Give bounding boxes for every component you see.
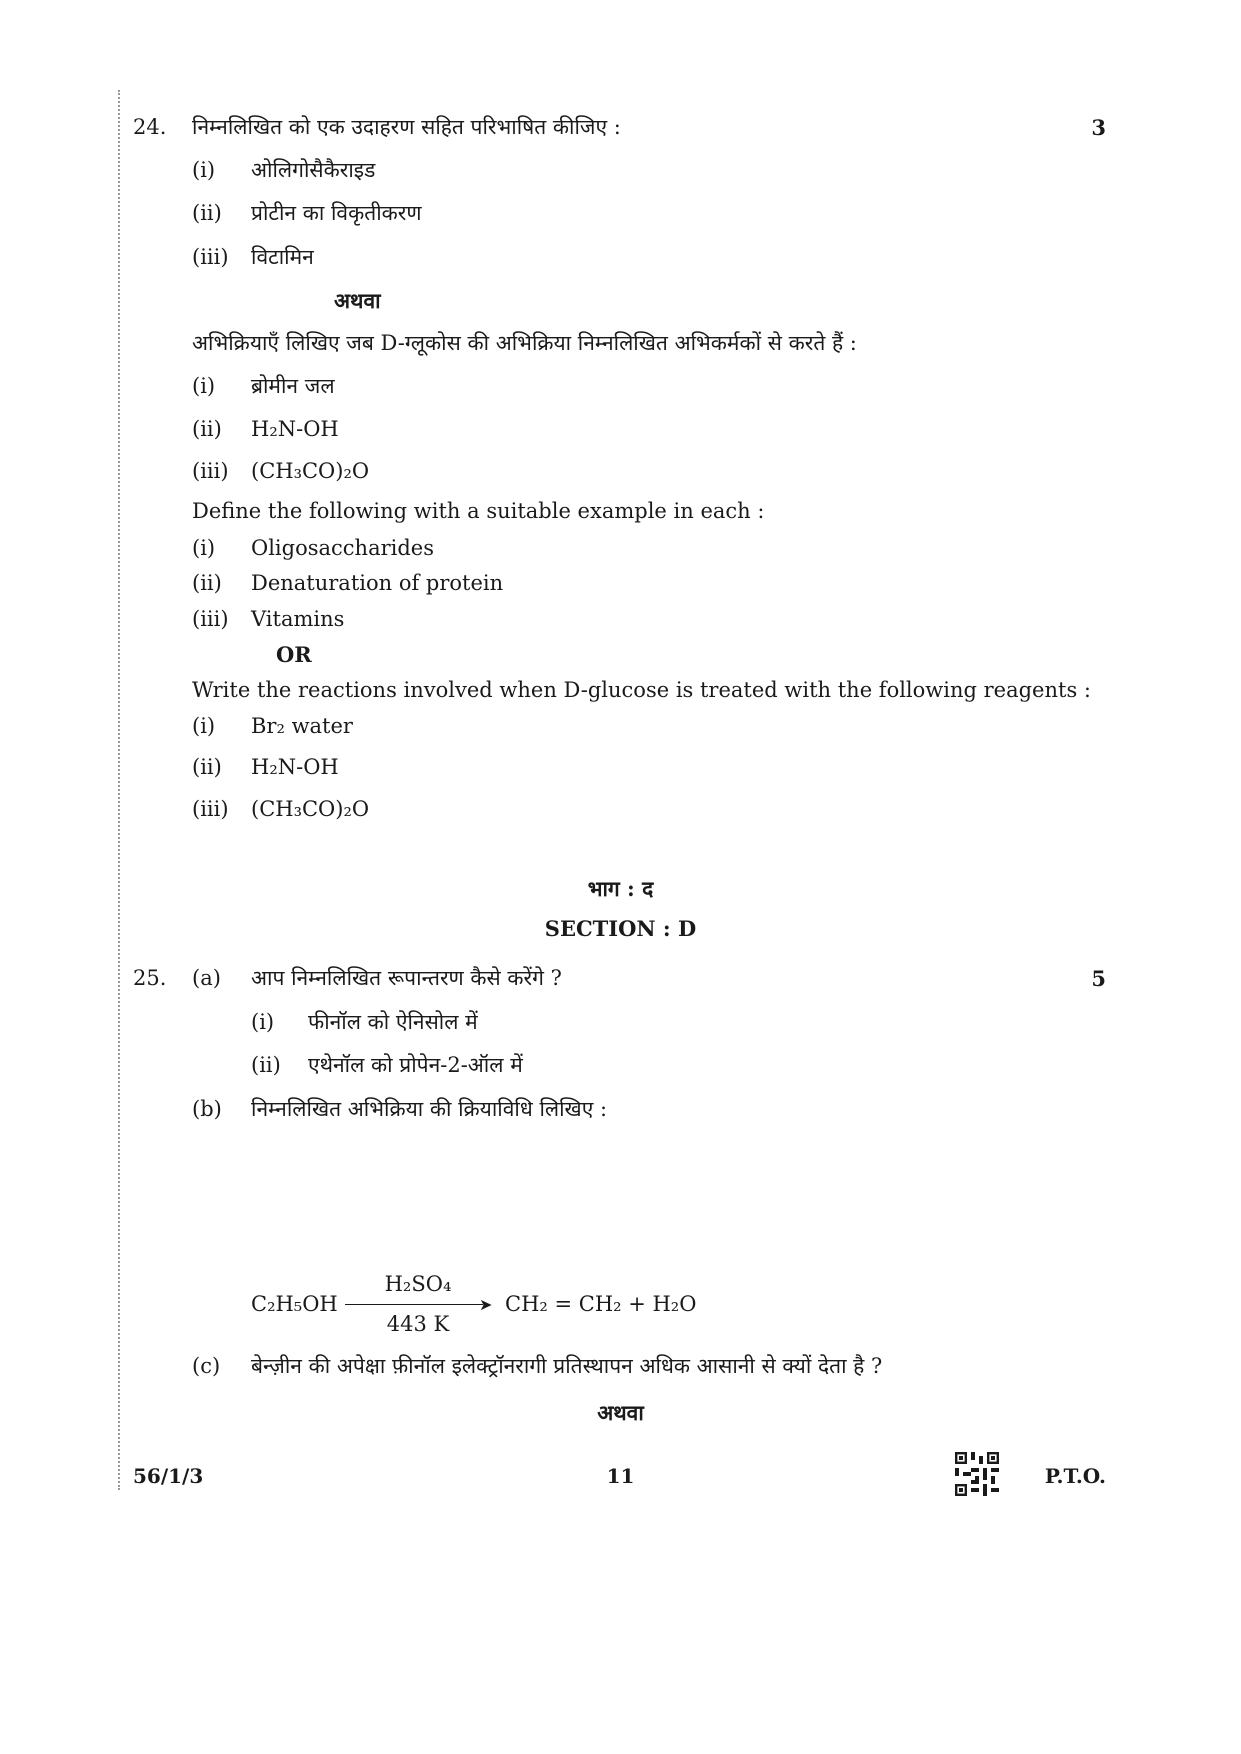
q24-hi-item2-text: ब्रोमीन जल	[251, 374, 335, 398]
q24-hi-item-text: ओलिगोसैकैराइड	[251, 158, 376, 182]
arrow-head-icon: ➤	[479, 1295, 493, 1314]
q25-a-item-text: फीनॉल को ऐनिसोल में	[308, 1010, 478, 1034]
section-heading-en: SECTION : D	[544, 916, 697, 941]
q24-en-or: OR	[276, 642, 312, 667]
q24-en-stem: Define the following with a suitable example in each :	[192, 499, 765, 523]
q24-hi-item2-text: (CH₃CO)₂O	[251, 459, 370, 483]
q24-hi-stem: निम्नलिखित को एक उदाहरण सहित परिभाषित कीजिए :	[192, 115, 621, 139]
q24-hi-item-label: (i)	[192, 158, 216, 182]
pto-label: P.T.O.	[1044, 1464, 1106, 1488]
q25-b-text: निम्नलिखित अभिक्रिया की क्रियाविधि लिखिए :	[251, 1097, 608, 1121]
q24-hi-item-text: विटामिन	[251, 245, 314, 269]
reaction-condition: 443 K	[386, 1312, 450, 1336]
margin-dotted-line	[118, 90, 120, 1490]
arrow-shaft	[345, 1304, 483, 1305]
q24-en-item2-text: Br₂ water	[251, 714, 353, 738]
q25-or: अथवा	[597, 1400, 644, 1425]
q24-hi-item2-label: (ii)	[192, 417, 222, 441]
q24-en-item-label: (ii)	[192, 571, 222, 595]
q24-en-stem2: Write the reactions involved when D-glucose is treated with the following reagents :	[192, 678, 1091, 702]
q25-a-item-text: एथेनॉल को प्रोपेन-2-ऑल में	[308, 1053, 523, 1077]
qr-code-icon	[955, 1452, 999, 1496]
q24-en-item2-label: (ii)	[192, 755, 222, 779]
q24-number: 24.	[133, 115, 167, 139]
section-heading-hi: भाग : द	[587, 876, 654, 901]
q24-en-item2-text: H₂N-OH	[251, 755, 339, 779]
q24-en-item-label: (iii)	[192, 607, 229, 631]
q24-hi-item-text: प्रोटीन का विकृतीकरण	[251, 201, 422, 225]
q24-en-item-text: Vitamins	[251, 607, 345, 631]
q24-en-item2-label: (i)	[192, 714, 216, 738]
q24-hi-stem2: अभिक्रियाएँ लिखिए जब D-ग्लूकोस की अभिक्रिया निम्नलिखित अभिकर्मकों से करते हैं :	[192, 331, 857, 355]
q24-en-item2-text: (CH₃CO)₂O	[251, 797, 370, 821]
q25-a-item-label: (ii)	[251, 1053, 281, 1077]
reaction-reactant: C₂H₅OH	[251, 1292, 338, 1316]
q25-number: 25.	[133, 966, 167, 990]
reaction-reagent: H₂SO₄	[384, 1272, 452, 1296]
q24-hi-item-label: (iii)	[192, 245, 229, 269]
q25-marks: 5	[1091, 966, 1106, 991]
q24-hi-item2-label: (iii)	[192, 459, 229, 483]
q24-hi-item2-label: (i)	[192, 374, 216, 398]
q24-hi-item-label: (ii)	[192, 201, 222, 225]
reaction-arrow	[345, 1272, 493, 1336]
q24-en-item-text: Oligosaccharides	[251, 536, 435, 560]
paper-code: 56/1/3	[133, 1464, 204, 1488]
q24-hi-item2-text: H₂N-OH	[251, 417, 339, 441]
q25-a-text: आप निम्नलिखित रूपान्तरण कैसे करेंगे ?	[251, 966, 562, 990]
q25-c-text: बेन्ज़ीन की अपेक्षा फ़ीनॉल इलेक्ट्रॉनरागी प्रतिस्थापन अधिक आसानी से क्यों देता है ?	[251, 1354, 883, 1378]
reaction-product: CH₂ = CH₂ + H₂O	[505, 1292, 697, 1316]
q24-en-item2-label: (iii)	[192, 797, 229, 821]
q25-a-item-label: (i)	[251, 1010, 275, 1034]
q24-en-item-label: (i)	[192, 536, 216, 560]
q24-marks: 3	[1091, 115, 1106, 140]
q24-hi-or: अथवा	[334, 288, 381, 313]
q25-b-label: (b)	[192, 1097, 222, 1121]
q24-en-item-text: Denaturation of protein	[251, 571, 504, 595]
page-number: 11	[606, 1464, 635, 1488]
q25-a-label: (a)	[192, 966, 221, 990]
q25-c-label: (c)	[192, 1354, 221, 1378]
